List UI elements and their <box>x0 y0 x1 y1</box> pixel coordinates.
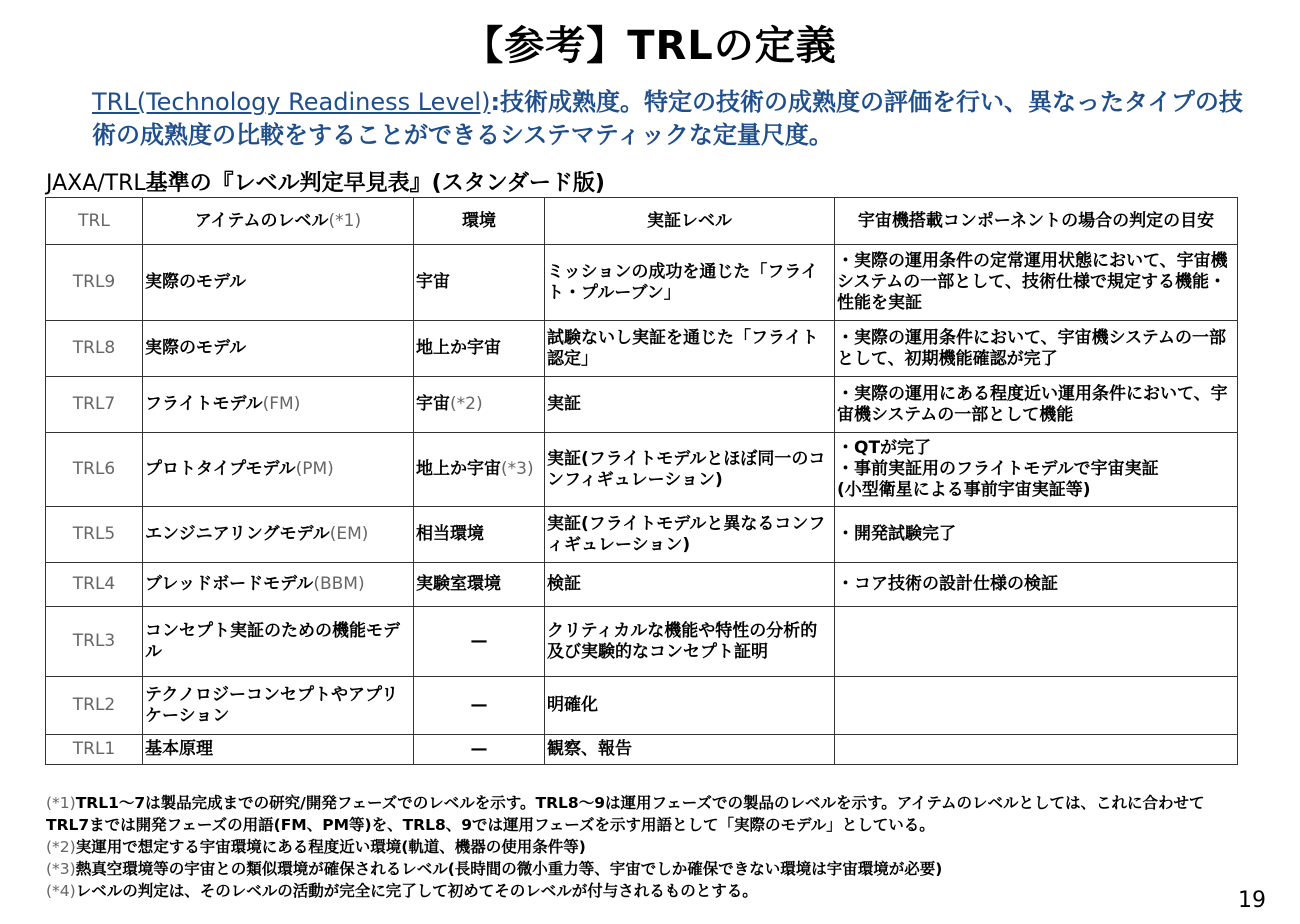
cell-env-env: — <box>470 631 488 651</box>
cell-demo-demo: 明確化 <box>547 695 598 715</box>
cell-item-item: ブレッドボードモデル <box>145 574 314 594</box>
cell-item-item: プロトタイプモデル <box>145 459 296 479</box>
cell-trl <box>46 735 143 765</box>
cell-trl <box>46 507 143 563</box>
table-row <box>46 245 1238 321</box>
cell-item <box>143 507 414 563</box>
cell-env-env: 宇宙 <box>416 272 450 292</box>
cell-criteria-criteria: ・コア技術の設計仕様の検証 <box>837 574 1058 594</box>
footnote-mark: (*4) <box>46 882 76 900</box>
cell-env <box>414 677 545 735</box>
footnotes <box>46 792 1246 902</box>
footnote-text: TRL1〜7は製品完成までの研究/開発フェーズでのレベルを示す。TRL8〜9は運用フェーズでの製品のレベルを示す。アイテムのレベルとしては、これに合わせてTRL7までは開発フェーズの用語(FM、PM等)を、TRL8、9では運用フェーズを示す用語として「実際のモデル」としている。 <box>46 794 1205 834</box>
cell-demo <box>545 677 835 735</box>
table-row <box>46 735 1238 765</box>
header-env: 環境 <box>414 198 545 245</box>
cell-criteria <box>835 735 1238 765</box>
cell-item-item: 実際のモデル <box>145 338 247 358</box>
header-item-note: (*1) <box>328 210 362 231</box>
cell-item <box>143 607 414 677</box>
cell-item <box>143 563 414 607</box>
cell-env-env: — <box>470 739 488 759</box>
cell-env-env: 地上か宇宙 <box>416 459 501 479</box>
cell-env <box>414 607 545 677</box>
subtitle-prefix: JAXA/TRL <box>46 171 146 196</box>
cell-criteria <box>835 321 1238 377</box>
footnote-text: 熱真空環境等の宇宙との類似環境が確保されるレベル(長時間の微小重力等、宇宙でしか確保できない環境は宇宙環境が必要) <box>75 860 943 878</box>
cell-item-item-note: (PM) <box>295 459 334 479</box>
intro-paragraph <box>92 86 1252 152</box>
cell-item <box>143 377 414 433</box>
cell-criteria-criteria: ・実際の運用にある程度近い運用条件において、宇宙機システムの一部として機能 <box>837 383 1228 425</box>
cell-item-item: フライトモデル <box>145 394 263 414</box>
header-item <box>143 198 414 245</box>
cell-env-env: 地上か宇宙 <box>416 338 501 358</box>
cell-criteria-criteria: ・実際の運用条件において、宇宙機システムの一部として、初期機能確認が完了 <box>837 327 1226 369</box>
cell-criteria <box>835 563 1238 607</box>
table-row <box>46 607 1238 677</box>
footnote-4 <box>46 880 1246 902</box>
cell-trl-trl: TRL6 <box>72 459 116 479</box>
cell-trl <box>46 245 143 321</box>
cell-item-item-note: (EM) <box>329 524 369 544</box>
table-subtitle <box>46 166 605 197</box>
cell-trl-trl: TRL4 <box>72 574 116 594</box>
cell-trl-trl: TRL7 <box>72 394 116 414</box>
cell-env-env: 宇宙 <box>416 394 450 414</box>
cell-trl-trl: TRL8 <box>72 338 116 358</box>
trl-term: TRL(Technology Readiness Level) <box>92 88 491 116</box>
cell-item <box>143 433 414 507</box>
cell-demo-demo: 実証 <box>547 394 581 414</box>
cell-item-item: 基本原理 <box>145 739 213 759</box>
cell-trl <box>46 563 143 607</box>
header-demo: 実証レベル <box>545 198 835 245</box>
table-row <box>46 377 1238 433</box>
cell-env <box>414 507 545 563</box>
cell-env <box>414 735 545 765</box>
footnote-2 <box>46 836 1246 858</box>
cell-trl <box>46 433 143 507</box>
cell-item-item: テクノロジーコンセプトやアプリケーション <box>145 684 399 726</box>
cell-criteria <box>835 377 1238 433</box>
cell-demo-demo: 検証 <box>547 574 581 594</box>
cell-trl <box>46 677 143 735</box>
header-trl: TRL <box>46 198 143 245</box>
cell-criteria <box>835 433 1238 507</box>
cell-trl <box>46 607 143 677</box>
cell-demo-demo: クリティカルな機能や特性の分析的及び実験的なコンセプト証明 <box>547 620 818 662</box>
cell-trl <box>46 377 143 433</box>
cell-demo-demo: 実証(フライトモデルと異なるコンフィギュレーション) <box>547 513 826 555</box>
cell-demo-demo: 試験ないし実証を通じた「フライト認定」 <box>547 327 819 369</box>
page-title: 【参考】TRLの定義 <box>463 23 837 69</box>
cell-trl <box>46 321 143 377</box>
cell-item <box>143 735 414 765</box>
table-row <box>46 677 1238 735</box>
cell-item-item: エンジニアリングモデル <box>145 524 330 544</box>
table-row <box>46 507 1238 563</box>
cell-demo-demo: 実証(フライトモデルとほぼ同一のコンフィギュレーション) <box>547 448 826 490</box>
footnote-mark: (*1) <box>46 794 76 812</box>
cell-demo-demo: ミッションの成功を通じた「フライト・プルーブン」 <box>547 261 818 303</box>
cell-criteria <box>835 607 1238 677</box>
table-header-row <box>46 198 1238 245</box>
cell-env <box>414 377 545 433</box>
cell-demo <box>545 377 835 433</box>
cell-criteria-criteria: ・QTが完了 ・事前実証用のフライトモデルで宇宙実証 (小型衛星による事前宇宙実証等) <box>837 438 1159 500</box>
cell-demo <box>545 245 835 321</box>
cell-trl-trl: TRL2 <box>72 695 116 715</box>
table-row <box>46 321 1238 377</box>
page-number: 19 <box>1238 888 1266 913</box>
trl-definition: :技術成熟度。特定の技術の成熟度の評価を行い、異なったタイプの技術の成熟度の比較をすることができるシステマティックな定量尺度。 <box>92 88 1243 149</box>
cell-item <box>143 677 414 735</box>
cell-criteria <box>835 677 1238 735</box>
cell-criteria <box>835 507 1238 563</box>
subtitle-text: 基準の『レベル判定早見表』(スタンダード版) <box>145 171 605 196</box>
table-row <box>46 433 1238 507</box>
cell-env <box>414 433 545 507</box>
cell-env <box>414 321 545 377</box>
cell-demo <box>545 563 835 607</box>
table-row <box>46 563 1238 607</box>
cell-env-env-note: (*3) <box>501 459 534 479</box>
cell-demo-demo: 観察、報告 <box>547 739 632 759</box>
footnote-mark: (*3) <box>46 860 76 878</box>
header-criteria: 宇宙機搭載コンポーネントの場合の判定の目安 <box>835 198 1238 245</box>
cell-trl-trl: TRL3 <box>72 631 116 651</box>
trl-table <box>45 197 1238 765</box>
cell-trl-trl: TRL1 <box>72 739 116 759</box>
cell-item <box>143 245 414 321</box>
cell-item-item-note: (BBM) <box>313 574 365 594</box>
footnote-1 <box>46 792 1246 836</box>
cell-criteria <box>835 245 1238 321</box>
cell-env-env-note: (*2) <box>450 394 483 414</box>
cell-trl-trl: TRL5 <box>72 524 116 544</box>
cell-demo <box>545 607 835 677</box>
cell-demo <box>545 735 835 765</box>
cell-item-item-note: (FM) <box>262 394 301 414</box>
cell-env <box>414 245 545 321</box>
cell-demo <box>545 507 835 563</box>
cell-criteria-criteria: ・実際の運用条件の定常運用状態において、宇宙機システムの一部として、技術仕様で規定する機能・性能を実証 <box>837 251 1228 313</box>
cell-item <box>143 321 414 377</box>
cell-item-item: 実際のモデル <box>145 272 247 292</box>
footnote-text: レベルの判定は、そのレベルの活動が完全に完了して初めてそのレベルが付与されるものとする。 <box>75 882 758 900</box>
cell-item-item: コンセプト実証のための機能モデル <box>145 620 400 662</box>
cell-env-env: 相当環境 <box>416 524 484 544</box>
cell-env-env: 実験室環境 <box>416 574 501 594</box>
cell-trl-trl: TRL9 <box>72 272 116 292</box>
cell-env <box>414 563 545 607</box>
footnote-3 <box>46 858 1246 880</box>
cell-demo <box>545 321 835 377</box>
cell-criteria-criteria: ・開発試験完了 <box>837 524 956 544</box>
header-item-label: アイテムのレベル <box>194 210 329 231</box>
footnote-text: 実運用で想定する宇宙環境にある程度近い環境(軌道、機器の使用条件等) <box>75 838 586 856</box>
table-body <box>46 245 1238 765</box>
cell-env-env: — <box>470 695 488 715</box>
footnote-mark: (*2) <box>46 838 76 856</box>
cell-demo <box>545 433 835 507</box>
